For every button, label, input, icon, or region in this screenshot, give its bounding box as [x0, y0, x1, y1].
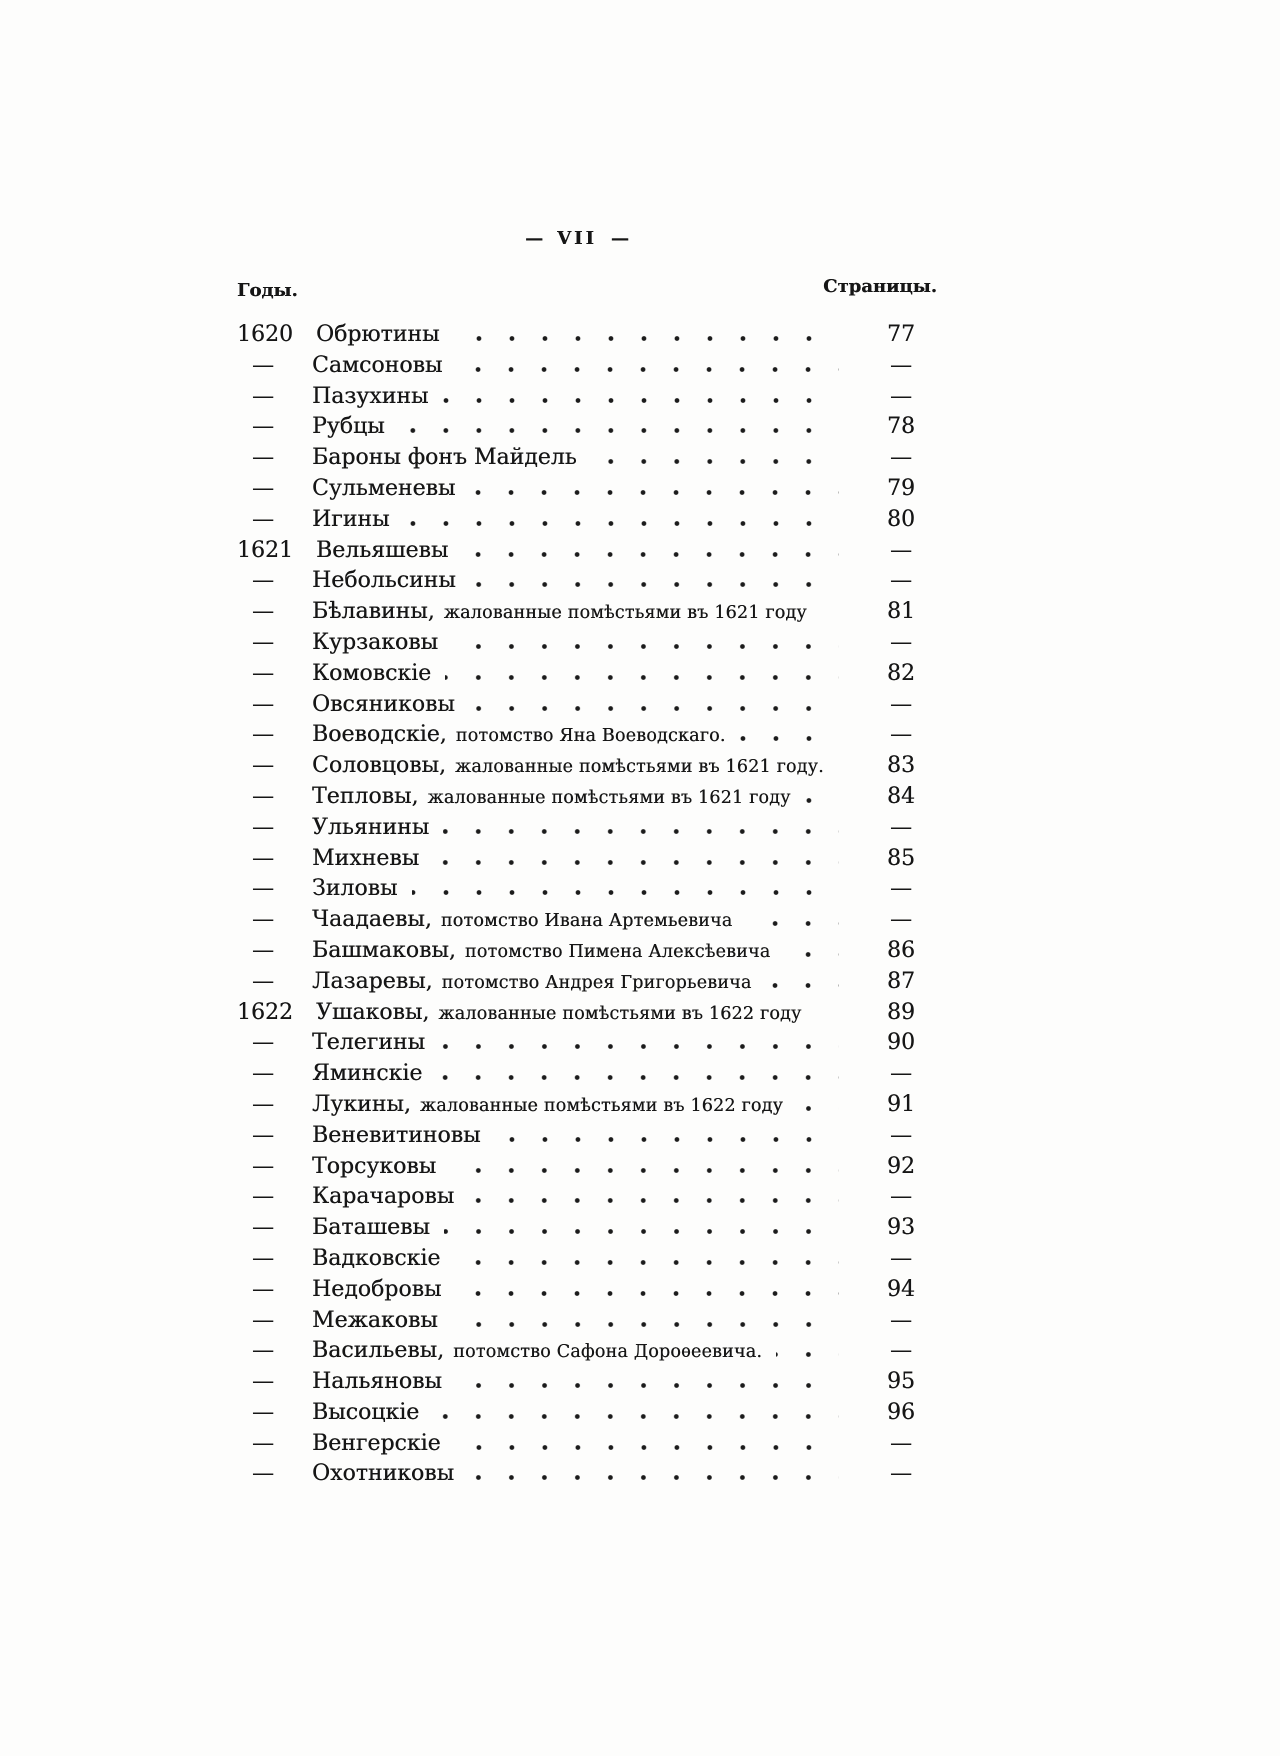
toc-row — [237, 1184, 937, 1215]
toc-family-name: Вельяшевы — [316, 537, 449, 563]
toc-row — [237, 1215, 937, 1246]
toc-row — [237, 1092, 937, 1123]
dot-leader — [439, 1044, 839, 1049]
toc-year: 1621 — [237, 537, 293, 563]
toc-page-number: — — [890, 1061, 912, 1087]
toc-page-number: — — [890, 383, 912, 409]
toc-family-name: Баташевы — [312, 1215, 430, 1241]
dot-leader — [470, 582, 839, 587]
toc-family-name: Бѣлавины, — [312, 599, 435, 625]
toc-page-number: — — [890, 722, 912, 748]
dot-leader — [433, 1414, 839, 1419]
toc-page-number: — — [890, 691, 912, 717]
toc-page-number: 94 — [887, 1276, 915, 1302]
toc-page-number: — — [890, 1184, 912, 1210]
pages-column-header: Страницы. — [823, 276, 937, 297]
toc-year: — — [252, 907, 274, 933]
dot-leader — [452, 1322, 839, 1327]
dot-leader — [456, 1383, 839, 1388]
toc-year: — — [252, 475, 274, 501]
toc-year: — — [252, 1369, 274, 1395]
toc-family-name: Рубцы — [312, 414, 385, 440]
dot-leader — [455, 1445, 839, 1450]
toc-family-name: Лукины, — [312, 1091, 411, 1117]
dot-leader — [452, 644, 839, 649]
toc-family-name: Сульменевы — [312, 475, 456, 501]
toc-page-number: 89 — [887, 999, 915, 1025]
toc-page-number: 82 — [887, 660, 915, 686]
toc-annotation: потомство Андрея Григорьевича — [441, 972, 752, 993]
years-column-header: Годы. — [237, 280, 298, 301]
toc-year: — — [252, 722, 274, 748]
dot-leader — [404, 521, 839, 526]
toc-row — [237, 815, 937, 846]
toc-page-number: — — [890, 1122, 912, 1148]
toc-year: — — [252, 414, 274, 440]
toc-row — [237, 661, 937, 692]
toc-annotation: жалованные помѣстьями въ 1621 году — [427, 787, 791, 808]
toc-family-name: Нальяновы — [312, 1369, 442, 1395]
toc-page-number: 90 — [887, 1030, 915, 1056]
toc-annotation: потомство Ивана Артемьевича — [440, 911, 733, 932]
toc-row — [237, 938, 937, 969]
toc-page-number: — — [890, 1430, 912, 1456]
toc-row — [237, 599, 937, 630]
toc-rows — [237, 322, 937, 1492]
toc-annotation: потомство Сафона Дороѳеевича. — [453, 1342, 763, 1363]
toc-year: — — [252, 1184, 274, 1210]
toc-year: — — [252, 1122, 274, 1148]
toc-family-name: Овсяниковы — [312, 691, 455, 717]
toc-family-name: Самсоновы — [312, 352, 443, 378]
dot-leader — [765, 983, 839, 988]
toc-family-name: Пазухины — [312, 383, 429, 409]
dot-leader — [740, 736, 839, 741]
toc-year: — — [252, 1153, 274, 1179]
dot-leader — [776, 1352, 839, 1357]
dot-leader — [433, 860, 839, 865]
toc-annotation: жалованные помѣстьями въ 1621 году. — [454, 757, 824, 778]
toc-year: — — [252, 968, 274, 994]
toc-year: — — [252, 1307, 274, 1333]
toc-family-name: Воеводскіе, — [312, 722, 447, 748]
toc-page-number: 79 — [887, 475, 915, 501]
toc-page-number: — — [890, 445, 912, 471]
toc-page-number: — — [890, 1307, 912, 1333]
toc-row — [237, 692, 937, 723]
dot-leader — [468, 1475, 839, 1480]
toc-year: — — [252, 1399, 274, 1425]
toc-row — [237, 414, 937, 445]
dot-leader — [445, 675, 839, 680]
toc-row — [237, 846, 937, 877]
toc-row — [237, 476, 937, 507]
toc-page-number: — — [890, 352, 912, 378]
folio-page-numeral: VII — [557, 228, 597, 249]
toc-family-name: Межаковы — [312, 1307, 438, 1333]
toc-family-name: Вадковскіе — [312, 1245, 441, 1271]
dot-leader — [784, 952, 839, 957]
toc-page-number: 80 — [887, 506, 915, 532]
toc-page-number: 96 — [887, 1399, 915, 1425]
toc-row — [237, 445, 937, 476]
toc-page-number: — — [890, 629, 912, 655]
toc-row — [237, 876, 937, 907]
dot-leader — [797, 1106, 839, 1111]
toc-row — [237, 1246, 937, 1277]
dot-leader — [456, 367, 839, 372]
toc-year: — — [252, 753, 274, 779]
toc-page-number: 93 — [887, 1215, 915, 1241]
dot-leader — [443, 398, 840, 403]
toc-page-number: — — [890, 568, 912, 594]
toc-family-name: Торсуковы — [312, 1153, 437, 1179]
toc-row — [237, 507, 937, 538]
toc-row — [237, 722, 937, 753]
toc-family-name: Комовскіе — [312, 660, 432, 686]
toc-year: — — [252, 660, 274, 686]
dot-leader — [399, 428, 839, 433]
toc-page-number: — — [890, 814, 912, 840]
toc-year: — — [252, 1338, 274, 1364]
dot-leader — [838, 767, 839, 772]
toc-family-name: Обрютины — [316, 322, 440, 347]
toc-row — [237, 1369, 937, 1400]
toc-row — [237, 1400, 937, 1431]
toc-row — [237, 784, 937, 815]
toc-family-name: Яминскіе — [312, 1061, 423, 1087]
dot-leader — [462, 552, 839, 557]
dot-leader — [469, 706, 839, 711]
toc-annotation: потомство Яна Воеводскаго. — [455, 726, 726, 747]
toc-year: — — [252, 876, 274, 902]
dot-leader — [746, 921, 839, 926]
toc-page-number: 95 — [887, 1369, 915, 1395]
toc-year: — — [252, 814, 274, 840]
dot-leader — [443, 829, 839, 834]
toc-row — [237, 1461, 937, 1492]
toc-page-number: — — [890, 1461, 912, 1487]
dot-leader — [454, 1260, 839, 1265]
folio-dash-left: — — [525, 228, 544, 249]
toc-family-name: Игины — [312, 506, 390, 532]
toc-family-name: Ульянины — [312, 814, 430, 840]
toc-year: — — [252, 629, 274, 655]
toc-year: — — [252, 691, 274, 717]
dot-leader — [444, 1229, 839, 1234]
toc-family-name: Лазаревы, — [312, 968, 433, 994]
toc-row — [237, 1123, 937, 1154]
toc-page-number: 91 — [887, 1091, 915, 1117]
toc-annotation: жалованные помѣстьями въ 1622 году — [419, 1095, 784, 1116]
toc-family-name: Бароны фонъ Майдель — [312, 445, 577, 471]
toc-family-name: Охотниковы — [312, 1461, 455, 1487]
toc-year: — — [252, 1461, 274, 1487]
dot-leader — [495, 1137, 839, 1142]
toc-family-name: Чаадаевы, — [312, 907, 432, 933]
toc-year: — — [252, 1061, 274, 1087]
toc-family-name: Курзаковы — [312, 629, 439, 655]
toc-family-name: Недобровы — [312, 1276, 442, 1302]
toc-row — [237, 1154, 937, 1185]
toc-page-number: — — [890, 907, 912, 933]
toc-year: — — [252, 783, 274, 809]
toc-page-number: 87 — [887, 968, 915, 994]
toc-row — [237, 384, 937, 415]
toc-row — [237, 538, 937, 569]
toc-family-name: Высоцкіе — [312, 1399, 420, 1425]
toc-family-name: Башмаковы, — [312, 937, 456, 963]
toc-page-number: 78 — [887, 414, 915, 440]
toc-page-number: 77 — [887, 322, 915, 347]
toc-page-number: 92 — [887, 1153, 915, 1179]
toc-annotation: потомство Пимена Алексѣевича — [464, 941, 771, 962]
toc-row — [237, 1061, 937, 1092]
toc-row — [237, 630, 937, 661]
toc-family-name: Михневы — [312, 845, 420, 871]
toc-family-name: Зиловы — [312, 876, 398, 902]
toc-page-number: 81 — [887, 599, 915, 625]
toc-row — [237, 1277, 937, 1308]
toc-year: — — [252, 937, 274, 963]
toc-row — [237, 322, 937, 353]
toc-family-name: Ушаковы, — [316, 999, 430, 1025]
toc-year: — — [252, 1276, 274, 1302]
toc-year: — — [252, 506, 274, 532]
dot-leader — [450, 1168, 839, 1173]
toc-page-number: 84 — [887, 783, 915, 809]
toc-row — [237, 1431, 937, 1462]
toc-row — [237, 753, 937, 784]
toc-year: — — [252, 599, 274, 625]
toc-year: 1620 — [237, 322, 293, 347]
toc-page-number: — — [890, 537, 912, 563]
toc-family-name: Карачаровы — [312, 1184, 455, 1210]
toc-row — [237, 1308, 937, 1339]
toc-row — [237, 1030, 937, 1061]
toc-row — [237, 907, 937, 938]
folio-dash-right: — — [610, 228, 629, 249]
toc-row — [237, 1338, 937, 1369]
toc-annotation: жалованные помѣстьями въ 1621 году — [443, 603, 807, 624]
toc-year: — — [252, 1215, 274, 1241]
toc-family-name: Веневитиновы — [312, 1122, 481, 1148]
toc-family-name: Тепловы, — [312, 783, 419, 809]
toc-row — [237, 969, 937, 1000]
toc-column-headers — [237, 276, 937, 306]
toc-page-number: — — [890, 1245, 912, 1271]
toc-family-name: Соловцовы, — [312, 753, 446, 779]
toc-year: 1622 — [237, 999, 293, 1025]
dot-leader — [469, 490, 839, 495]
toc-year: — — [252, 1430, 274, 1456]
toc-year: — — [252, 845, 274, 871]
toc-year: — — [252, 1030, 274, 1056]
dot-leader — [468, 1198, 839, 1203]
toc-year: — — [252, 568, 274, 594]
toc-year: — — [252, 445, 274, 471]
toc-row — [237, 568, 937, 599]
toc-row — [237, 353, 937, 384]
dot-leader — [436, 1075, 839, 1080]
dot-leader — [412, 890, 840, 895]
toc-family-name: Небольсины — [312, 568, 456, 594]
dot-leader — [454, 336, 839, 341]
toc-page-number: 86 — [887, 937, 915, 963]
toc-family-name: Телегины — [312, 1030, 426, 1056]
toc-page-number: — — [890, 1338, 912, 1364]
toc-row — [237, 1000, 937, 1031]
toc-page-number: 83 — [887, 753, 915, 779]
running-head — [477, 228, 677, 249]
dot-leader — [805, 798, 839, 803]
toc-family-name: Васильевы, — [312, 1338, 445, 1364]
dot-leader — [591, 459, 839, 464]
dot-leader — [455, 1291, 839, 1296]
toc-year: — — [252, 1245, 274, 1271]
toc-family-name: Венгерскіе — [312, 1430, 441, 1456]
dot-leader — [815, 1014, 839, 1019]
dot-leader — [821, 613, 839, 618]
toc-year: — — [252, 383, 274, 409]
toc-annotation: жалованные помѣстьями въ 1622 году — [438, 1003, 802, 1024]
toc-page-number: 85 — [887, 845, 915, 871]
toc-year: — — [252, 352, 274, 378]
toc-year: — — [252, 1091, 274, 1117]
table-of-contents — [237, 276, 937, 1492]
toc-page-number: — — [890, 876, 912, 902]
